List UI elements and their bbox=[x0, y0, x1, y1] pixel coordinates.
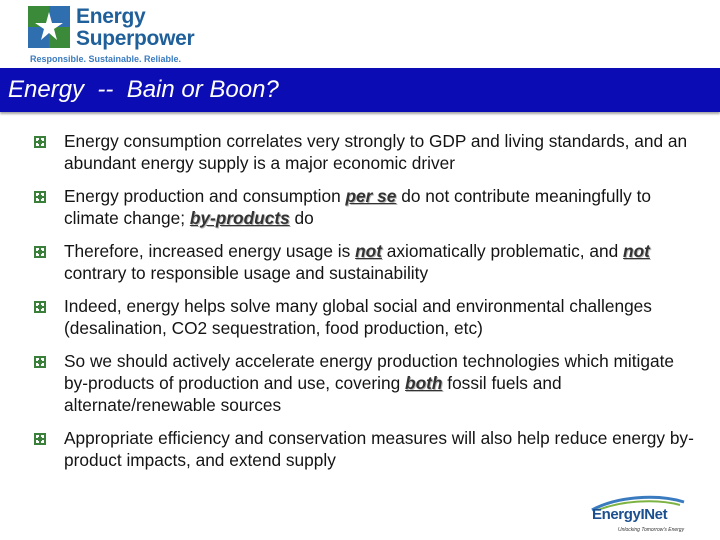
bullet-text: axiomatically problematic, and bbox=[381, 241, 624, 261]
logo-name-line2: Superpower bbox=[76, 27, 195, 50]
bullet-icon bbox=[34, 246, 46, 258]
emphasis-text: both bbox=[405, 373, 443, 393]
energy-superpower-logo bbox=[28, 4, 228, 68]
bullet-icon bbox=[34, 191, 46, 203]
energyinet-logo bbox=[588, 494, 698, 538]
bullet-icon bbox=[34, 356, 46, 368]
bullet-list bbox=[34, 130, 694, 482]
bullet-text: contrary to responsible usage and sustainability bbox=[64, 263, 429, 283]
emphasis-text: not bbox=[355, 241, 382, 261]
bullet-item bbox=[34, 295, 694, 339]
emphasis-text: by-products bbox=[189, 208, 290, 228]
logo-name-line1: Energy bbox=[76, 5, 146, 28]
slide-title: Energy -- Bain or Boon? bbox=[8, 76, 279, 103]
logo-tagline: Responsible. Sustainable. Reliable. bbox=[30, 54, 182, 64]
emphasis-text: per se bbox=[345, 186, 397, 206]
star-map-icon bbox=[28, 6, 70, 48]
bullet-text: do bbox=[289, 208, 314, 228]
bullet-item bbox=[34, 427, 694, 471]
bullet-icon bbox=[34, 433, 46, 445]
energyinet-name: EnergyINet bbox=[592, 506, 668, 523]
bullet-text: So we should actively accelerate energy production technologies which mitigate by-products of production and use, covering bbox=[64, 351, 674, 393]
bullet-text: Indeed, energy helps solve many global social and environmental challenges (desalination, CO2 sequestration, food production, etc) bbox=[64, 296, 652, 338]
energyinet-tagline: Unlocking Tomorrow's Energy bbox=[618, 527, 685, 533]
bullet-text: fossil fuels and alternate/renewable sources bbox=[64, 373, 562, 415]
bullet-item bbox=[34, 185, 694, 229]
emphasis-text: not bbox=[623, 241, 650, 261]
bullet-text: Energy production and consumption bbox=[64, 186, 346, 206]
bullet-text: do not contribute meaningfully to climate change; bbox=[64, 186, 651, 228]
bullet-item bbox=[34, 240, 694, 284]
bullet-text: Appropriate efficiency and conservation measures will also help reduce energy by-product impacts, and extend supply bbox=[64, 428, 694, 470]
bullet-text: Energy consumption correlates very strongly to GDP and living standards, and an abundant energy supply is a major economic driver bbox=[64, 131, 688, 173]
title-bar bbox=[0, 68, 720, 112]
bullet-text: Therefore, increased energy usage is bbox=[64, 241, 356, 261]
bullet-icon bbox=[34, 301, 46, 313]
logo-name bbox=[76, 6, 194, 50]
bullet-icon bbox=[34, 136, 46, 148]
bullet-item bbox=[34, 350, 694, 416]
bullet-item bbox=[34, 130, 694, 174]
